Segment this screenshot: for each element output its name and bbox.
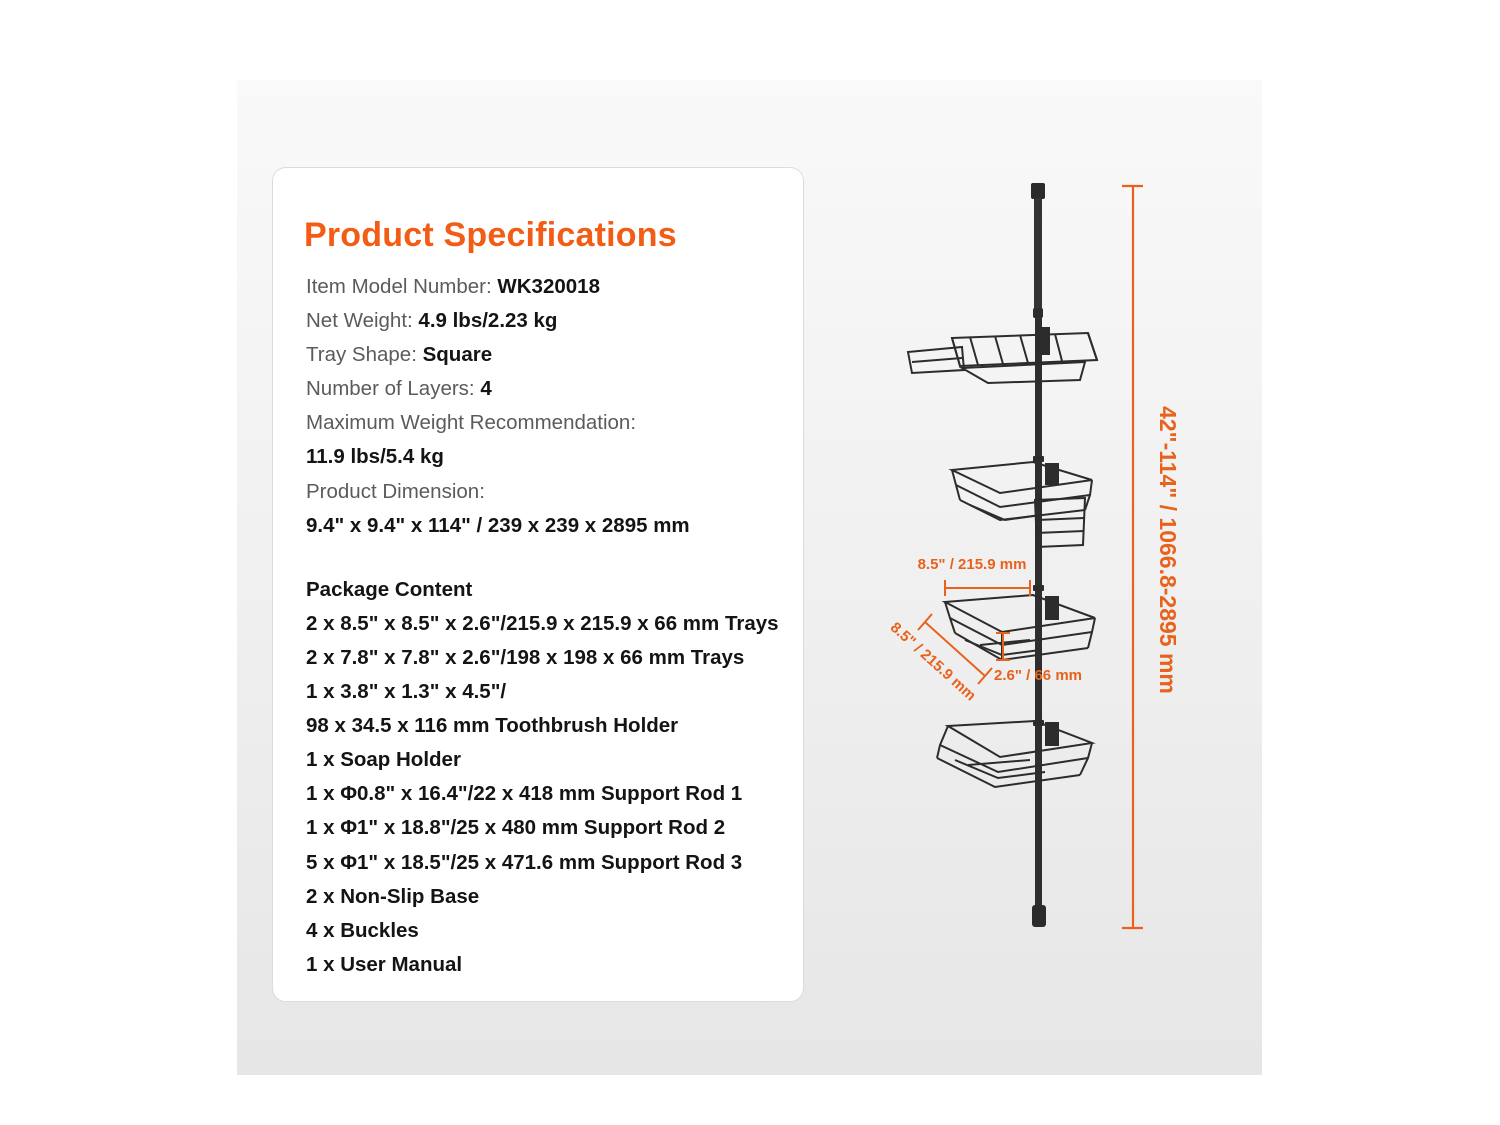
package-item: 2 x 7.8" x 7.8" x 2.6"/198 x 198 x 66 mm Trays [306, 645, 745, 669]
package-item: 1 x 3.8" x 1.3" x 4.5"/ [306, 680, 507, 704]
package-item: 1 x Φ1" x 18.8"/25 x 480 mm Support Rod 2 [306, 816, 726, 840]
package-heading: Package Content [306, 577, 473, 601]
spec-label: Tray Shape: [306, 343, 423, 367]
spec-value: 4 [480, 377, 492, 401]
package-item: 1 x Φ0.8" x 16.4"/22 x 418 mm Support Rod 1 [306, 782, 743, 806]
spec-max-weight-label: Maximum Weight Recommendation: [306, 411, 637, 435]
pole [1031, 183, 1046, 927]
package-item: 4 x Buckles [306, 918, 419, 942]
package-item: 5 x Φ1" x 18.5"/25 x 471.6 mm Support Rod 3 [306, 850, 743, 874]
third-basket [945, 595, 1095, 660]
width-dimension-line [945, 580, 1030, 596]
tray-height-dimension-label: 2.6" / 66 mm [994, 667, 1082, 684]
package-item: 1 x User Manual [306, 952, 463, 976]
spec-label: Number of Layers: [306, 377, 481, 401]
depth-dimension-label: 8.5" / 215.9 mm [886, 618, 980, 705]
package-item: 2 x 8.5" x 8.5" x 2.6"/215.9 x 215.9 x 66 mm Trays [306, 611, 779, 635]
top-basket-with-soap-holder [908, 327, 1097, 383]
page-title: Product Specifications [304, 216, 677, 254]
spec-dimension-value: 9.4" x 9.4" x 114" / 239 x 239 x 2895 mm [306, 513, 690, 537]
package-item: 1 x Soap Holder [306, 748, 461, 772]
tray-height-dimension-line [996, 633, 1010, 660]
spec-label: Net Weight: [306, 309, 419, 333]
width-dimension-label: 8.5" / 215.9 mm [917, 556, 1027, 573]
spec-value: 4.9 lbs/2.23 kg [418, 309, 558, 333]
spec-dimension-label: Product Dimension: [306, 479, 485, 503]
second-basket-with-toothbrush-holder [952, 462, 1092, 547]
spec-label: Item Model Number: [306, 275, 498, 298]
package-item: 98 x 34.5 x 116 mm Toothbrush Holder [306, 714, 679, 738]
spec-max-weight-value: 11.9 lbs/5.4 kg [306, 445, 444, 469]
bottom-basket [937, 721, 1092, 787]
package-item: 2 x Non-Slip Base [306, 884, 480, 908]
spec-value: WK320018 [497, 275, 600, 298]
height-dimension-line [1122, 186, 1143, 928]
height-dimension-label: 42"-114" / 1066.8-2895 mm [1155, 406, 1181, 694]
spec-value: Square [422, 343, 493, 367]
